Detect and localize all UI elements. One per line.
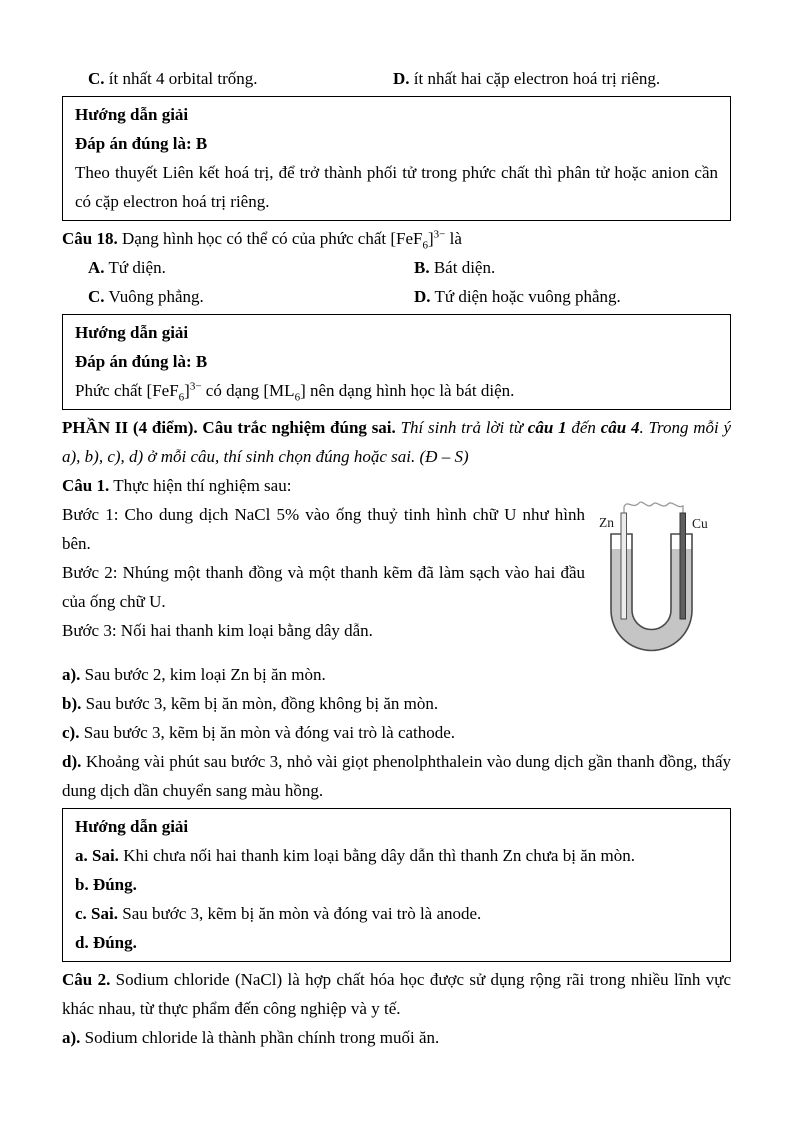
q18-option-c: [62, 282, 414, 311]
sol1-item-b: [75, 870, 718, 899]
zn-electrode: [621, 513, 627, 619]
q1-statement-d: [62, 747, 731, 805]
verdict-explanation: Khi chưa nối hai thanh kim loại bằng dây dẫn thì thanh Zn chưa bị ăn mòn.: [123, 846, 635, 865]
option-text: ít nhất hai cặp electron hoá trị riêng.: [413, 69, 661, 88]
solution-box-q18: [62, 314, 731, 410]
solution-heading: Hướng dẫn giải: [75, 105, 189, 124]
q2-statement-a: [62, 1023, 731, 1052]
option-letter: B.: [414, 258, 430, 277]
statement-letter: b).: [62, 694, 82, 713]
q18-options-row-ab: [62, 253, 731, 282]
cu-label: Cu: [692, 516, 708, 531]
statement-letter: d).: [62, 752, 82, 771]
q18-title-text: Dạng hình học có thể có của phức chất [FeF: [121, 229, 423, 248]
q18-option-d: [414, 282, 731, 311]
q1-step1: Bước 1: Cho dung dịch NaCl 5% vào ống thuỷ tinh hình chữ U như hình bên.: [62, 505, 585, 553]
solution-heading: Hướng dẫn giải: [75, 323, 189, 342]
sol1-item-c: [75, 899, 718, 928]
option-text: Tứ diện hoặc vuông phẳng.: [434, 287, 621, 306]
statement-text: Khoảng vài phút sau bước 3, nhỏ vài giọt phenolphthalein vào dung dịch gần thanh đồng, thấy dung dịch dần chuyển sang màu hồng.: [62, 752, 732, 800]
option-letter: A.: [88, 258, 105, 277]
q17-option-d: [393, 64, 731, 93]
q1-step3: Bước 3: Nối hai thanh kim loại bằng dây dẫn.: [62, 621, 373, 640]
statement-letter: c).: [62, 723, 80, 742]
subscript: 6: [422, 239, 428, 252]
verdict: d. Đúng.: [75, 933, 137, 952]
q1-intro: Thực hiện thí nghiệm sau:: [113, 476, 292, 495]
q1-statement-b: [62, 689, 731, 718]
q17-options-row: [62, 64, 731, 93]
statement-text: Sau bước 3, kẽm bị ăn mòn, đồng không bị ăn mòn.: [85, 694, 439, 713]
q18-option-a: [62, 253, 414, 282]
option-letter: D.: [414, 287, 431, 306]
subscript: 6: [294, 391, 301, 404]
solution-heading: Hướng dẫn giải: [75, 817, 189, 836]
superscript: 3−: [189, 380, 202, 393]
question-number: Câu 2.: [62, 970, 111, 989]
q2-text: Sodium chloride (NaCl) là hợp chất hóa học được sử dụng rộng rãi trong nhiều lĩnh vực khác nhau, từ thực phẩm đến công nghiệp và y tế.: [62, 970, 732, 1018]
part2-header-bold: PHẦN II (4 điểm). Câu trắc nghiệm đúng sai.: [62, 418, 396, 437]
statement-text: Sau bước 2, kim loại Zn bị ăn mòn.: [84, 665, 326, 684]
statement-letter: a).: [62, 665, 81, 684]
statement-text: Sodium chloride là thành phần chính trong muối ăn.: [84, 1028, 440, 1047]
option-letter: C.: [88, 287, 105, 306]
option-text: ít nhất 4 orbital trống.: [108, 69, 258, 88]
question-number: Câu 18.: [62, 229, 118, 248]
q18-title-tail: là: [449, 229, 462, 248]
zn-label: Zn: [599, 515, 614, 530]
q1-step2: Bước 2: Nhúng một thanh đồng và một thanh kẽm đã làm sạch vào hai đầu của ống chữ U.: [62, 563, 585, 611]
subscript: 6: [178, 391, 185, 404]
statement-letter: a).: [62, 1028, 81, 1047]
solution-box-q17: [62, 96, 731, 221]
verdict: a. Sai.: [75, 846, 119, 865]
solution-answer: Đáp án đúng là: B: [75, 352, 208, 371]
verdict-explanation: Sau bước 3, kẽm bị ăn mòn và đóng vai trò là anode.: [122, 904, 482, 923]
q17-option-c: [62, 64, 393, 93]
u-tube-figure: [591, 494, 731, 660]
superscript: 3−: [433, 228, 446, 241]
option-letter: C.: [88, 69, 105, 88]
verdict: b. Đúng.: [75, 875, 137, 894]
q2-title: [62, 965, 731, 1023]
part2-header: PHẦN II (4 điểm). Câu trắc nghiệm đúng sai. Thí sinh trả lời từ câu 1 đến câu 4. Trong mỗi ý a), b), c), d) ở mỗi câu, thí sinh chọn đúng hoặc sai. (Đ – S): [62, 418, 732, 466]
q18-title-bracket: ]: [427, 229, 434, 248]
q18-option-b: [414, 253, 731, 282]
solution-body: Phức chất $[FeF_6]^{3-}$ có dạng $[ML_6]$ nên dạng hình học là bát diện.: [75, 380, 515, 404]
cu-electrode: [680, 513, 686, 619]
option-letter: D.: [393, 69, 410, 88]
solution-answer: Đáp án đúng là: B: [75, 134, 208, 153]
statement-text: Sau bước 3, kẽm bị ăn mòn và đóng vai trò là cathode.: [83, 723, 456, 742]
sol1-item-d: [75, 928, 718, 957]
q18-options-row-cd: [62, 282, 731, 311]
q1-statement-a: [62, 660, 731, 689]
solution-body: Theo thuyết Liên kết hoá trị, để trở thành phối tử trong phức chất thì phân tử hoặc anion cần có cặp electron hoá trị riêng.: [75, 163, 718, 211]
option-text: Bát diện.: [433, 258, 496, 277]
u-tube-svg: [591, 494, 731, 660]
q18-title: [62, 224, 731, 253]
solution-box-q1: [62, 808, 731, 962]
option-text: Vuông phẳng.: [108, 287, 204, 306]
question-number: Câu 1.: [62, 476, 110, 495]
q1-steps-block: [62, 500, 731, 660]
sol1-item-a: [75, 841, 718, 870]
q1-statement-c: [62, 718, 731, 747]
wire: [624, 502, 683, 514]
verdict: c. Sai.: [75, 904, 118, 923]
option-text: Tứ diện.: [108, 258, 166, 277]
